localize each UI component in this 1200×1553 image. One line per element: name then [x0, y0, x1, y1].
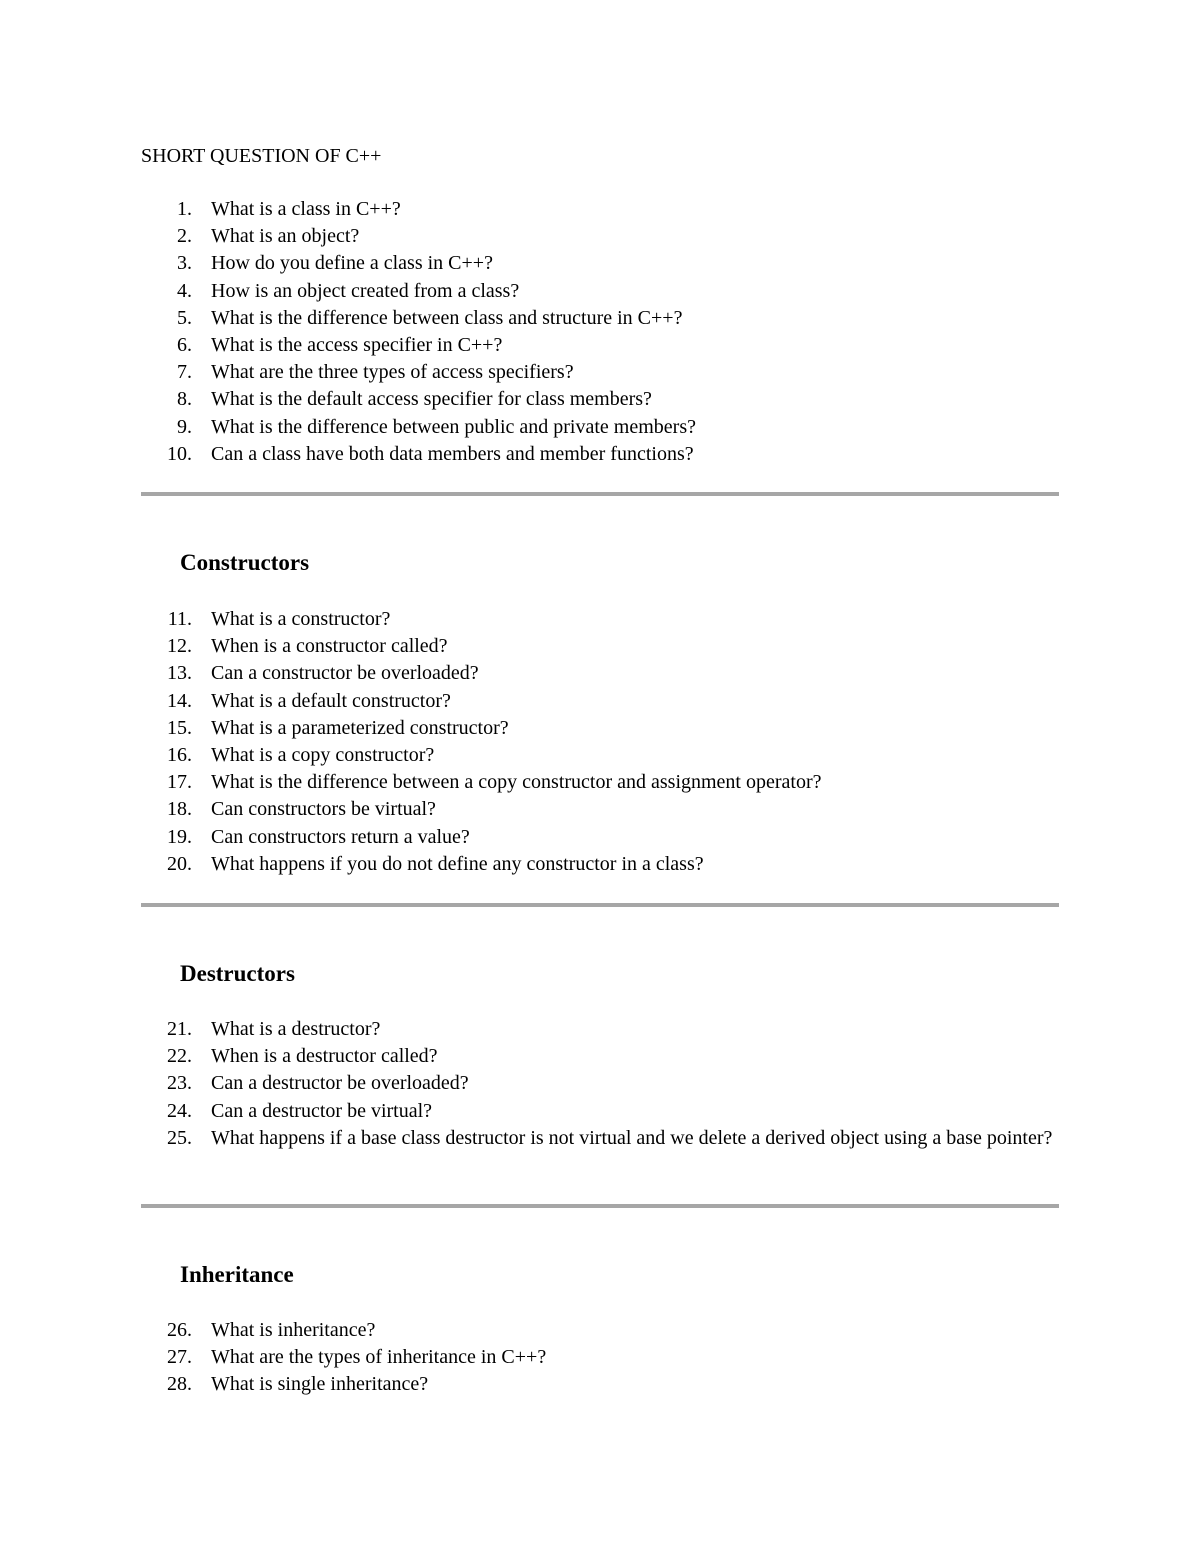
question-text: Can constructors return a value? [211, 825, 470, 848]
document-title: SHORT QUESTION OF C++ [141, 145, 382, 167]
question-text: Can a destructor be overloaded? [211, 1072, 469, 1095]
question-number: 6. [177, 334, 192, 357]
question-text: Can a constructor be overloaded? [211, 662, 479, 685]
question-number: 2. [177, 225, 192, 248]
question-text: What is a default constructor? [211, 689, 451, 712]
question-number: 10. [167, 442, 192, 465]
question-number: 20. [167, 852, 192, 875]
question-text: What is a class in C++? [211, 198, 401, 220]
question-number: 21. [167, 1018, 192, 1040]
question-item [0, 250, 1200, 277]
question-item [0, 1070, 1200, 1097]
question-item [0, 441, 1200, 468]
section-divider [141, 492, 1059, 496]
question-item [0, 332, 1200, 359]
question-item [0, 414, 1200, 441]
question-item [0, 1344, 1200, 1371]
question-number: 23. [167, 1072, 192, 1095]
destructors-question-list [0, 1016, 1200, 1152]
question-text: Can constructors be virtual? [211, 798, 436, 821]
section-heading-inheritance: Inheritance [180, 1262, 294, 1287]
question-text: When is a destructor called? [211, 1045, 438, 1068]
question-number: 7. [177, 361, 192, 384]
question-number: 25. [167, 1126, 192, 1149]
section-divider [141, 1204, 1059, 1208]
section-heading-constructors: Constructors [180, 550, 310, 575]
question-text: What is the access specifier in C++? [211, 334, 503, 357]
question-item [0, 305, 1200, 332]
question-text: What is the difference between a copy constructor and assignment operator? [211, 771, 822, 794]
question-text: What are the three types of access specifiers? [211, 361, 574, 384]
question-number: 22. [167, 1045, 192, 1068]
question-number: 13. [167, 662, 192, 685]
question-text: Can a class have both data members and member functions? [211, 442, 694, 465]
question-text: What is an object? [211, 225, 360, 248]
question-number: 12. [167, 635, 192, 658]
question-item [0, 1043, 1200, 1070]
question-item [0, 1317, 1200, 1344]
question-text: What is inheritance? [211, 1319, 376, 1341]
question-item [0, 386, 1200, 413]
question-number: 9. [177, 415, 192, 438]
question-item [0, 1098, 1200, 1125]
question-number: 3. [177, 252, 192, 275]
question-number: 14. [167, 689, 192, 712]
question-text: What is a copy constructor? [211, 744, 435, 767]
question-item [0, 196, 1200, 223]
intro-question-list [0, 196, 1200, 468]
question-number: 24. [167, 1099, 192, 1122]
question-item [0, 1371, 1200, 1398]
question-item [0, 1125, 1200, 1152]
question-text: What are the types of inheritance in C++? [211, 1346, 547, 1369]
question-number: 19. [167, 825, 192, 848]
question-number: 16. [167, 744, 192, 767]
question-text: What is the difference between public and private members? [211, 415, 696, 438]
question-item [0, 1016, 1200, 1043]
question-text: How do you define a class in C++? [211, 252, 493, 275]
question-text: What happens if a base class destructor is not virtual and we delete a derived object using a base pointer? [211, 1126, 1053, 1149]
question-number: 11. [167, 608, 192, 630]
question-number: 28. [167, 1373, 192, 1396]
question-number: 4. [177, 279, 192, 302]
question-text: How is an object created from a class? [211, 279, 520, 302]
question-item [0, 633, 1200, 660]
question-number: 18. [167, 798, 192, 821]
section-heading-destructors: Destructors [180, 961, 295, 986]
question-text: When is a constructor called? [211, 635, 448, 658]
question-item [0, 278, 1200, 305]
constructors-question-list [0, 606, 1200, 878]
question-text: What is a parameterized constructor? [211, 716, 509, 739]
inheritance-question-list [0, 1317, 1200, 1399]
question-item [0, 851, 1200, 878]
question-text: What happens if you do not define any constructor in a class? [211, 852, 704, 875]
question-text: Can a destructor be virtual? [211, 1099, 433, 1122]
question-number: 1. [177, 198, 192, 220]
question-item [0, 688, 1200, 715]
question-number: 8. [177, 388, 192, 411]
question-item [0, 796, 1200, 823]
question-text: What is the difference between class and structure in C++? [211, 306, 683, 329]
question-text: What is a constructor? [211, 608, 391, 630]
question-number: 15. [167, 716, 192, 739]
question-item [0, 769, 1200, 796]
section-divider [141, 903, 1059, 907]
question-number: 5. [177, 306, 192, 329]
question-item [0, 606, 1200, 633]
question-number: 17. [167, 771, 192, 794]
question-text: What is a destructor? [211, 1018, 381, 1040]
question-number: 26. [167, 1319, 192, 1341]
question-text: What is single inheritance? [211, 1373, 429, 1396]
question-item [0, 359, 1200, 386]
question-item [0, 223, 1200, 250]
question-text: What is the default access specifier for class members? [211, 388, 652, 411]
question-number: 27. [167, 1346, 192, 1369]
question-item [0, 742, 1200, 769]
question-item [0, 660, 1200, 687]
question-item [0, 715, 1200, 742]
question-item [0, 824, 1200, 851]
